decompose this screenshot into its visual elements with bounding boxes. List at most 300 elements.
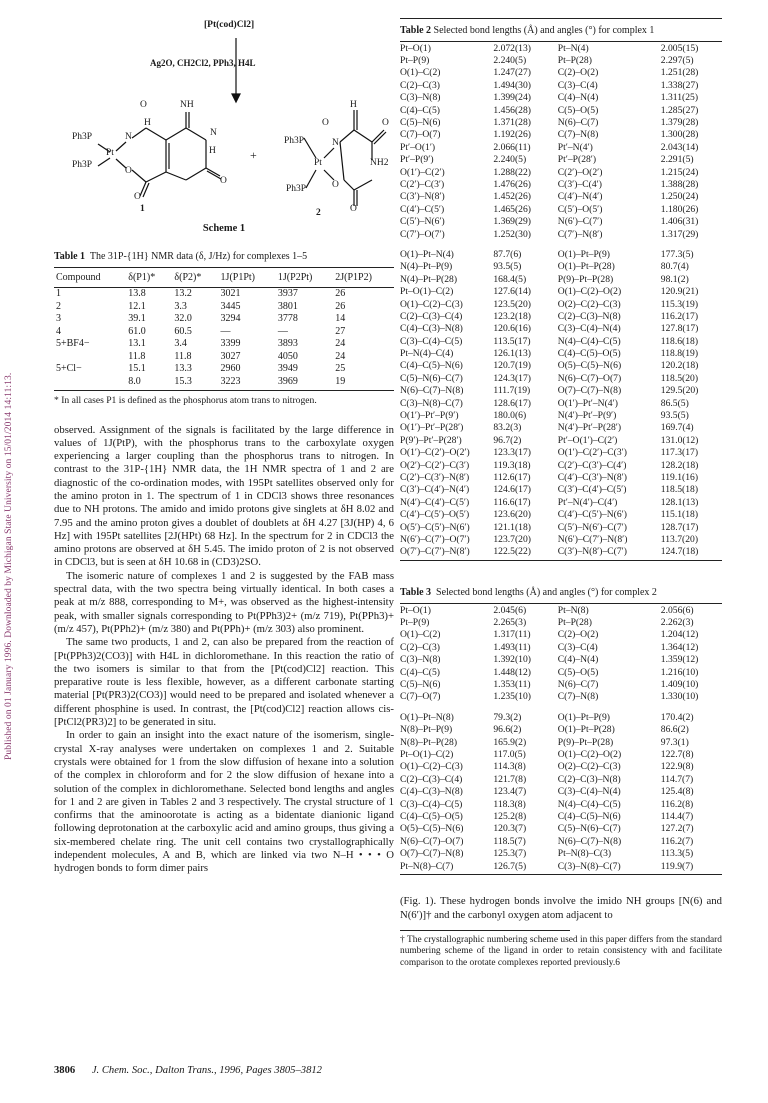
- table-cell: 2.056(6): [660, 604, 694, 616]
- table-cell: C(5)–N(6): [400, 117, 441, 129]
- table-cell: Pt′–O(1′)–C(2′): [557, 434, 618, 446]
- table-cell: 1.406(31): [660, 216, 699, 228]
- table-cell: C(3)–C(4): [557, 641, 598, 653]
- ph3p-2b: Ph3P: [286, 184, 307, 194]
- table-cell: 115.1(18): [660, 509, 699, 521]
- table-cell: 86.6(2): [660, 724, 689, 736]
- table-3-caption: [400, 587, 722, 598]
- table-cell: 128.1(13): [660, 496, 699, 508]
- table-cell: 1.235(10): [493, 691, 531, 703]
- table-cell: 119.1(16): [660, 471, 699, 483]
- table-row: [400, 409, 722, 421]
- table-cell: C(2)–C(3)–N(8): [557, 773, 621, 785]
- table-cell: O(1′)–Pt′–P(9′): [400, 410, 459, 422]
- table-cell: Pt′–P(9′): [400, 154, 434, 166]
- table-cell: N(6)–C(7)–O(7): [400, 835, 464, 847]
- table-cell: 86.5(5): [660, 397, 689, 409]
- table-cell: 1.399(24): [493, 92, 531, 104]
- table-cell: Pt–O(1): [400, 42, 431, 54]
- table-cell: 14: [335, 313, 346, 325]
- table-cell: 118.3(8): [493, 798, 526, 810]
- table-cell: 118.8(19): [660, 348, 699, 360]
- table-row: [400, 215, 722, 227]
- table-cell: 122.7(8): [660, 749, 694, 760]
- table-cell: C(5)–O(5): [557, 104, 599, 116]
- table-cell: O(1)–Pt–N(4): [400, 248, 454, 260]
- table-cell: 1.338(27): [660, 79, 699, 91]
- table-cell: O(1)–C(2)–C(3): [400, 761, 463, 773]
- table-cell: 121.1(18): [493, 521, 531, 533]
- table-cell: 118.6(18): [660, 335, 699, 347]
- table-cell: Pt–P(28): [557, 55, 592, 67]
- atom-o-2d: O: [350, 204, 357, 214]
- table-cell: C(4)–C(5): [400, 104, 440, 116]
- table-cell: 121.7(8): [493, 773, 527, 785]
- paragraph: observed. Assignment of the signals is facilitated by the large difference in values of 1J(PtP), with the phosphorus trans to the carboxylate oxygen experiencing a larger coupling than the phosphorus trans to nitrogen. In contrast to the 31P-{1H} NMR data, the 1H NMR spectra of 1 and 2 are diagnostic of the co-ordination modes, with 195Pt satellites observed only for the amino proton in 1. The spectrum of 1 in CDCl3 shows three resonances due to NH protons. The amido and imido protons give singlets at δH 8.02 and 7.95 and the amino proton gives a doublet of doublets at δH 4.27 [3J(HP) 4, 6 Hz] with 195Pt satellites [2J(HPt) 68 Hz]. In the spectrum for 2 in CDCl3 the amino protons are observed at δH 5.45. The imido proton of 2 is not observed in CDCl3, but is seen at δH 10.68 in (CD3)2SO.: [54, 423, 394, 569]
- table-cell: Pt–O(1)–C(2): [400, 286, 454, 298]
- table-cell: 15.3: [174, 375, 192, 387]
- table-row: [400, 42, 722, 54]
- table-cell: 1.216(10): [660, 666, 699, 678]
- table-cell: 2.043(14): [660, 141, 699, 153]
- table-1-grid: [54, 268, 394, 388]
- table-cell: C(3)–N(8)–C(7): [400, 397, 463, 409]
- table-cell: O(2)–C(2)–C(3): [557, 298, 621, 310]
- paragraph: The same two products, 1 and 2, can also be prepared from the reaction of [Pt(PPh3)2(CO3)] with H4L in dichloromethane. In this reaction the ratio of the two isomers is similar to that from the [Pt(cod)Cl2] reaction. This preparative route is less flexible, however, as a different carbonate starting material [Pt(PR3)2(CO3)] would need to be prepared and isolated whenever a different phosphine is used. In contrast, the [Pt(cod)Cl2] reaction allows cis-[PtCl2(PR3)2] to be generated in situ.: [54, 636, 394, 729]
- compound-2-label: 2: [316, 208, 321, 218]
- table-cell: 24: [335, 350, 346, 362]
- table-cell: C(5)–N(6)–C(7): [400, 372, 463, 384]
- table-cell: 12.1: [128, 300, 146, 312]
- atom-o-1d: O: [134, 192, 141, 202]
- table-row: [54, 363, 394, 376]
- table-row: [400, 521, 722, 533]
- table-cell: 127.2(7): [660, 823, 694, 835]
- table-cell: 2960: [220, 363, 241, 375]
- table-cell: 19: [335, 375, 346, 387]
- table-cell: 119.9(7): [660, 860, 694, 872]
- table-cell: 127.6(14): [493, 286, 531, 298]
- table-cell: 123.6(20): [493, 509, 531, 521]
- table-cell: O(2)–C(2)–C(3): [557, 761, 621, 773]
- table-cell: C(5)–N(6): [400, 679, 441, 691]
- table-cell: Pt–N(4): [557, 42, 589, 54]
- table-cell: 125.4(8): [660, 786, 694, 798]
- table-row: [400, 810, 722, 822]
- table-cell: Pt–P(28): [557, 617, 592, 629]
- table-cell: 2.240(5): [493, 55, 527, 67]
- table-cell: Pt–O(1)–C(2): [400, 749, 454, 760]
- table-cell: C(7)–O(7): [400, 691, 441, 703]
- table-cell: 1.251(28): [660, 67, 699, 79]
- table-cell: 118.5(20): [660, 372, 699, 384]
- table-cell: 1.359(12): [660, 654, 699, 666]
- table-cell: O(1)–Pt–P(28): [557, 724, 615, 736]
- table-cell: N(4′)–Pt′–P(28′): [557, 422, 622, 434]
- table-cell: 27: [335, 325, 346, 337]
- table-cell: 3778: [277, 313, 298, 325]
- table-cell: 1.465(26): [493, 203, 531, 215]
- table-cell: P(9)–Pt–P(28): [557, 736, 614, 748]
- table-cell: 125.3(7): [493, 848, 527, 860]
- table-cell: N(4)–Pt–P(9): [400, 261, 453, 273]
- table-cell: 1.392(10): [493, 654, 531, 666]
- table-cell: 1.247(27): [493, 67, 531, 79]
- table-cell: 79.3(2): [493, 711, 522, 723]
- table-cell: 1.288(22): [493, 166, 531, 178]
- table-row: [400, 736, 722, 748]
- table-3-grid: [400, 604, 722, 872]
- table-cell: 39.1: [128, 313, 146, 325]
- table-cell: 2: [56, 300, 61, 312]
- table-cell: C(2)–C(3): [400, 641, 440, 653]
- table-3-label: Table 3: [400, 587, 432, 599]
- table-cell: 129.5(20): [660, 385, 699, 397]
- table-cell: Pt′–N(4′)–C(4′): [557, 496, 618, 508]
- table-cell: 123.5(20): [493, 298, 531, 310]
- table-row: [400, 798, 722, 810]
- table-cell: Pt′–P(28′): [557, 154, 597, 166]
- table-cell: 1: [56, 288, 61, 300]
- table-row: [54, 375, 394, 388]
- table-cell: C(2)–C(3): [400, 79, 440, 91]
- table-cell: O(1′)–C(2′)–C(3′): [557, 447, 627, 459]
- table-1-footnote: * In all cases P1 is defined as the phosphorus atom trans to nitrogen.: [54, 394, 317, 406]
- table-row: [400, 92, 722, 104]
- table-cell: 168.4(5): [493, 273, 527, 285]
- table-cell: 122.9(8): [660, 761, 694, 773]
- table-cell: C(7′)–N(8′): [557, 228, 603, 240]
- download-watermark: [2, 120, 16, 760]
- table-cell: 120.7(19): [493, 360, 531, 372]
- table-row: [400, 79, 722, 91]
- table-cell: 1.192(26): [493, 129, 531, 141]
- table-row: [54, 325, 394, 338]
- table-cell: Pt–N(8)–C(3): [557, 848, 612, 860]
- table-row: [400, 691, 722, 703]
- table-cell: C(2)–O(2): [557, 67, 599, 79]
- table-cell: 5+Cl−: [56, 363, 82, 375]
- table-cell: 1.409(10): [660, 679, 699, 691]
- table-cell: 117.3(17): [660, 447, 699, 459]
- atom-o-1b: O: [125, 166, 132, 176]
- table-cell: O(1)–C(2)–O(2): [557, 749, 622, 760]
- table-cell: 1.285(27): [660, 104, 699, 116]
- table-cell: 2.291(5): [660, 154, 694, 166]
- table-row: [400, 261, 722, 273]
- t1-header: δ(P2)*: [174, 271, 202, 283]
- table-row: [54, 313, 394, 326]
- table-cell: Pt–P(9): [400, 617, 430, 629]
- table-cell: O(5′)–C(5′)–N(6′): [400, 521, 470, 533]
- table-cell: C(7′)–O(7′): [400, 228, 445, 240]
- table-cell: C(4)–C(3)–N(8): [400, 786, 463, 798]
- table-row: [400, 471, 722, 483]
- table-cell: C(5)–N(6)–C(7): [557, 823, 621, 835]
- table-row: [400, 666, 722, 678]
- table-cell: 26: [335, 300, 346, 312]
- table-cell: Pt–P(9): [400, 55, 430, 67]
- table-cell: O(1)–Pt–P(9): [557, 248, 610, 260]
- table-cell: P(9′)–Pt′–P(28′): [400, 434, 462, 446]
- table-cell: 1.379(28): [660, 117, 699, 129]
- table-cell: 1.371(28): [493, 117, 531, 129]
- table-cell: 1.353(11): [493, 679, 531, 691]
- table-row: [54, 287, 394, 300]
- table-cell: 3.4: [174, 338, 187, 350]
- table-cell: N(6)–C(7)–O(7): [557, 372, 622, 384]
- table-cell: N(6)–C(7)–N(8): [400, 385, 464, 397]
- table-cell: C(4′)–C(5′): [400, 203, 445, 215]
- table-2-label: Table 2: [400, 25, 432, 36]
- table-cell: [54, 350, 126, 363]
- table-1-label: Table 1: [54, 251, 86, 262]
- table-cell: 3027: [220, 350, 241, 362]
- table-cell: N(6′)–C(7′): [557, 216, 603, 228]
- table-cell: C(3)–C(4)–N(4): [557, 323, 621, 335]
- table-row: [400, 54, 722, 66]
- table-cell: C(3′)–N(8′)–C(7′): [557, 546, 627, 558]
- table-cell: —: [277, 325, 288, 337]
- table-cell: 13.8: [128, 288, 146, 300]
- table-cell: 122.5(22): [493, 546, 531, 558]
- table-cell: 112.6(17): [493, 471, 531, 483]
- table-row: [400, 347, 722, 359]
- table-cell: 87.7(6): [493, 248, 522, 260]
- table-cell: 1.476(26): [493, 178, 531, 190]
- table-cell: 1.250(24): [660, 191, 699, 203]
- table-row: [400, 397, 722, 409]
- table-cell: 126.7(5): [493, 860, 527, 872]
- table-cell: 180.0(6): [493, 410, 527, 422]
- table-cell: 124.6(17): [493, 484, 531, 496]
- table-cell: C(4)–C(5)–N(6): [400, 360, 463, 372]
- table-cell: C(4′)–C(5′)–O(5′): [400, 509, 470, 521]
- table-cell: 169.7(4): [660, 422, 694, 434]
- table-cell: 170.4(2): [660, 711, 694, 723]
- table-cell: 13.3: [174, 363, 192, 375]
- table-row: [400, 496, 722, 508]
- table-cell: 177.3(5): [660, 248, 694, 260]
- table-cell: N(6)–C(7): [557, 117, 599, 129]
- table-cell: 11.8: [128, 350, 146, 362]
- table-2-caption: [400, 25, 722, 36]
- table-cell: C(4′)–C(5′)–N(6′): [557, 509, 627, 521]
- table-cell: 32.0: [174, 313, 192, 325]
- table-cell: 83.2(3): [493, 422, 522, 434]
- table-row: [400, 323, 722, 335]
- table-cell: Pt–N(4)–C(4): [400, 348, 454, 360]
- table-row: [400, 459, 722, 471]
- table-cell: Pt–N(8): [557, 604, 589, 616]
- table-cell: N(4)–C(4)–C(5): [557, 335, 621, 347]
- table-cell: O(5)–C(5)–N(6): [400, 823, 464, 835]
- table-cell: C(3)–C(4)–C(5): [400, 798, 463, 810]
- table-row: [400, 248, 722, 260]
- table-cell: 3021: [220, 288, 241, 300]
- table-row: [400, 116, 722, 128]
- table-cell: N(4)–C(4)–C(5): [557, 798, 621, 810]
- table-row: [400, 860, 722, 872]
- table-row: [400, 203, 722, 215]
- table-cell: 3294: [220, 313, 241, 325]
- table-row: [400, 835, 722, 847]
- table-cell: 116.2(7): [660, 835, 694, 847]
- table-cell: C(7)–O(7): [400, 129, 441, 141]
- table-cell: 120.6(16): [493, 323, 531, 335]
- table-cell: O(1′)–Pt′–P(28′): [400, 422, 464, 434]
- table-row: [400, 546, 722, 558]
- page-number: 3806: [54, 1065, 76, 1076]
- body-text: [54, 424, 394, 876]
- table-cell: 120.9(21): [660, 286, 699, 298]
- table-row: [400, 823, 722, 835]
- table-cell: 97.3(1): [660, 736, 689, 748]
- table-cell: 1.494(30): [493, 79, 531, 91]
- conditions-label: Ag2O, CH2Cl2, PPh3, H4L: [150, 58, 256, 68]
- t1-header: 2J(P1P2): [335, 271, 372, 283]
- table-row: [400, 773, 722, 785]
- table-cell: 124.3(17): [493, 372, 531, 384]
- table-cell: 61.0: [128, 325, 146, 337]
- table-cell: 1.369(29): [493, 216, 531, 228]
- table-row: [400, 67, 722, 79]
- table-cell: 131.0(12): [660, 434, 699, 446]
- paragraph: In order to gain an insight into the exact nature of the isomerism, single-crystal X-ray analyses were undertaken on complexes 1 and 2. Suitable crystals were obtained for 1 from the slow diffusion of hexane into a solution of the complex in chloroform and for 2 the slow diffusion of hexane into a solution of the complex in dichloromethane. Selected bond lengths and angles for 1 and 2 are given in Tables 2 and 3 respectively. The crystal structure of 1 confirms that the aminoorotate is acting as a bidentate dianionic ligand following deprotonation at the carboxylic acid and amino groups, thus giving a six-membered chelate ring. The unit cell contains two crystallographically independent molecules, A and B, which are linked via two N–H • • • O hydrogen bonds to form dimer pairs: [54, 729, 394, 875]
- table-row: [400, 360, 722, 372]
- table-cell: O(1)–Pt–P(28): [557, 261, 615, 273]
- table-cell: 1.330(10): [660, 691, 699, 703]
- table-cell: Pt–O(1): [400, 604, 431, 616]
- table-row: [400, 761, 722, 773]
- ph3p-1b: Ph3P: [72, 160, 93, 170]
- table-row: [400, 422, 722, 434]
- table-cell: C(4)–N(4): [557, 654, 599, 666]
- table-row: [400, 385, 722, 397]
- table-cell: Pt–N(8)–C(7): [400, 860, 454, 872]
- table-cell: C(2′)–C(3′)–C(4′): [557, 459, 627, 471]
- download-watermark-text: Published on 01 January 1996. Downloaded by Michigan State University on 15/01/2014 14:11:13.: [4, 372, 14, 760]
- table-1-caption: [54, 251, 394, 262]
- table-row: [400, 129, 722, 141]
- table-cell: 1.452(26): [493, 191, 531, 203]
- scheme-caption: Scheme 1: [202, 223, 246, 234]
- table-cell: 25: [335, 363, 346, 375]
- table-cell: 125.2(8): [493, 810, 527, 822]
- atom-n-2: N: [332, 138, 339, 148]
- t1-header: δ(P1)*: [128, 271, 156, 283]
- table-cell: O(7′)–C(7′)–N(8′): [400, 546, 470, 558]
- table-cell: O(1′)–Pt′–N(4′): [557, 397, 618, 409]
- scheme-1: [54, 20, 394, 235]
- atom-nh-1: NH: [180, 100, 194, 110]
- compound-1-label: 1: [140, 204, 145, 214]
- table-cell: 13.2: [174, 288, 192, 300]
- table-cell: 2.066(11): [493, 141, 531, 153]
- table-cell: 24: [335, 338, 346, 350]
- table-cell: C(4)–C(5)–N(6): [557, 810, 621, 822]
- table-cell: 126.1(13): [493, 348, 531, 360]
- table-cell: 93.5(5): [493, 261, 522, 273]
- table-cell: 1.252(30): [493, 228, 531, 240]
- atom-o-1c: O: [220, 176, 227, 186]
- table-cell: C(3)–C(4): [557, 79, 598, 91]
- table-cell: 2.262(3): [660, 617, 694, 629]
- table-cell: 123.3(17): [493, 447, 531, 459]
- table-cell: 2.072(13): [493, 42, 531, 54]
- table-cell: 127.8(17): [660, 323, 699, 335]
- table-row: [400, 724, 722, 736]
- table-row: [400, 748, 722, 760]
- table-row: [400, 484, 722, 496]
- table-cell: O(5)–C(5)–N(6): [557, 360, 622, 372]
- right-paragraph: [400, 895, 722, 922]
- right-column: [400, 18, 722, 970]
- table-row: [400, 616, 722, 628]
- table-row: [400, 141, 722, 153]
- table-2-title: Selected bond lengths (Å) and angles (°) for complex 1: [433, 25, 655, 36]
- table-row: [400, 285, 722, 297]
- table-cell: 116.2(17): [660, 310, 699, 322]
- table-cell: 2.297(5): [660, 55, 694, 67]
- atom-o-1a: O: [140, 100, 147, 110]
- table-cell: 123.2(18): [493, 310, 531, 322]
- table-cell: 4050: [277, 350, 298, 362]
- table-cell: N(6′)–C(7′)–N(8′): [557, 533, 628, 545]
- table-cell: C(4′)–N(4′): [557, 191, 603, 203]
- table-cell: 114.7(7): [660, 773, 694, 785]
- table-cell: O(1)–C(2): [400, 67, 441, 79]
- table-row: [400, 104, 722, 116]
- table-cell: 3399: [220, 338, 241, 350]
- table-cell: C(2)–O(2): [557, 629, 599, 641]
- table-cell: 118.5(7): [493, 835, 526, 847]
- table-cell: 2.005(15): [660, 42, 699, 54]
- table-cell: 1.311(25): [660, 92, 699, 104]
- table-cell: C(3)–C(4)–C(5): [400, 335, 463, 347]
- left-column: [54, 20, 394, 876]
- table-cell: C(7)–N(8): [557, 691, 599, 703]
- table-cell: 26: [335, 288, 346, 300]
- table-cell: —: [220, 325, 231, 337]
- atom-o-2a: O: [322, 118, 329, 128]
- table-cell: 113.7(20): [660, 533, 699, 545]
- table-cell: 3801: [277, 300, 298, 312]
- journal-citation: J. Chem. Soc., Dalton Trans., 1996, Pages 3805–3812: [91, 1065, 322, 1076]
- table-row: [400, 629, 722, 641]
- table-row: [400, 154, 722, 166]
- table-cell: 124.7(18): [660, 546, 699, 558]
- pt-1: Pt: [106, 148, 114, 158]
- table-cell: O(1′)–C(2′): [400, 166, 445, 178]
- atom-h-1b: H: [209, 146, 216, 156]
- table-cell: 3: [56, 313, 61, 325]
- table-cell: N(8)–Pt–P(28): [400, 736, 458, 748]
- table-cell: C(3′)–C(4′)–C(5′): [557, 484, 627, 496]
- table-cell: 1.317(29): [660, 228, 699, 240]
- table-cell: 13.1: [128, 338, 146, 350]
- pt-2: Pt: [314, 158, 322, 168]
- table-cell: C(2′)–C(3′): [400, 178, 445, 190]
- table-row: [54, 300, 394, 313]
- table-row: [400, 847, 722, 859]
- table-cell: C(4)–C(5)–O(5): [557, 348, 621, 360]
- table-cell: C(4′)–C(3′)–N(8′): [557, 471, 627, 483]
- table-cell: 2.240(5): [493, 154, 527, 166]
- table-cell: N(6′)–C(7′)–O(7′): [400, 533, 470, 545]
- table-row: [400, 178, 722, 190]
- table-cell: 3893: [277, 338, 298, 350]
